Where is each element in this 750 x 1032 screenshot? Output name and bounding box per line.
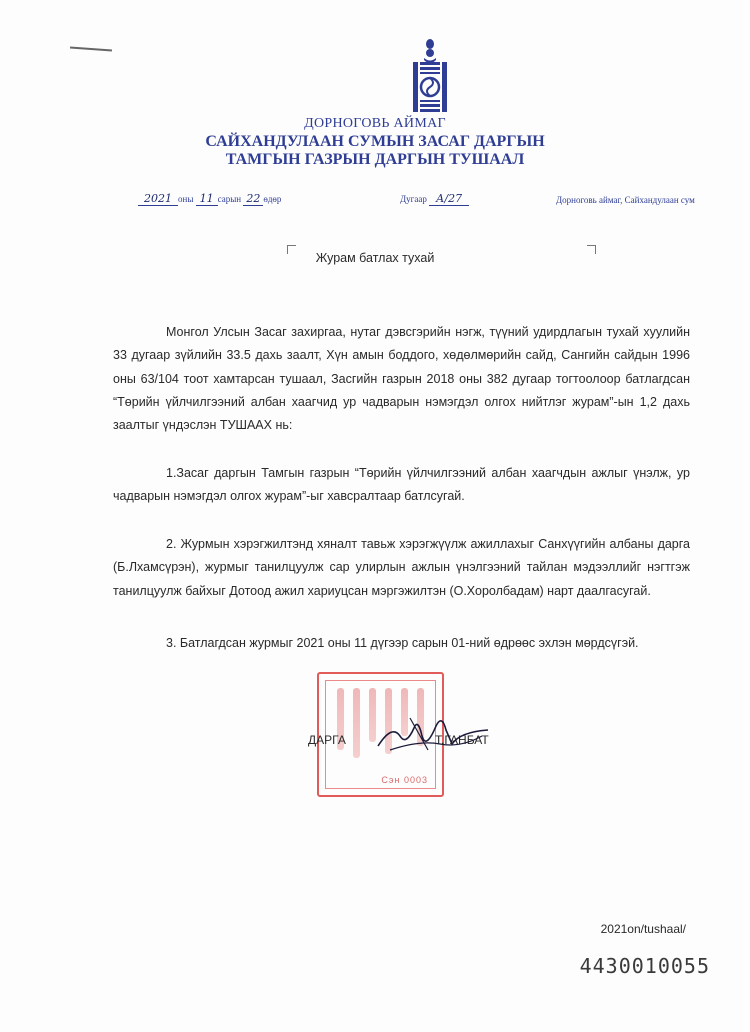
document-code: 2021on/tushaal/ bbox=[600, 922, 686, 936]
soyombo-emblem-icon bbox=[412, 38, 448, 114]
date-year: 2021 bbox=[138, 192, 178, 206]
body-paragraph-3: 3. Батлагдсан журмыг 2021 оны 11 дүгээр сарын 01-ний өдрөөс эхлэн мөрдсүгэй. bbox=[166, 636, 639, 650]
number-label: Дугаар bbox=[400, 194, 427, 204]
date-field bbox=[138, 192, 281, 206]
body-paragraph-preamble: Монгол Улсын Засаг захиргаа, нутаг дэвсгэрийн нэгж, түүний удирдлагын тухай хуулийн 33 дугаар зүйлийн 33.5 дахь заалт, Хүн амын боддого, хөдөлмөрийн сайд, Сангийн сайдын 1996 оны 63/104 тоот хамтарсан тушаал, Засгийн газрын 2018 оны 382 дугаар тогтоолоор батлагдсан “Төрийн үйлчилгээний албан хаагчид ур чадварын нэмэгдэл олгох нийтлэг журам”-ын 1,2 дахь заалтыг үндэслэн ТУШААХ нь: bbox=[113, 325, 690, 433]
header-aimag: ДОРНОГОВЬ АЙМАГ bbox=[304, 116, 446, 131]
handwritten-signature-icon bbox=[370, 706, 490, 758]
corner-mark bbox=[70, 47, 112, 52]
date-year-suffix: оны bbox=[178, 194, 194, 204]
date-month: 11 bbox=[196, 192, 218, 206]
date-day-suffix: өдөр bbox=[263, 194, 282, 204]
stamp-script-column bbox=[353, 688, 360, 758]
header-office-line2: ТАМГЫН ГАЗРЫН ДАРГЫН ТУШААЛ bbox=[225, 151, 525, 168]
body-paragraph-2: 2. Журмын хэрэгжилтэнд хяналт тавьж хэрэгжүүлж ажиллахыг Санхүүгийн албаны дарга (Б.Лхамсүрэн), журмыг танилцуулж сар улирлын ажлын үнэлгээний тайлан мэдээллийг нэгтгэж танилцуулж байхыг Дотоод ажил хариуцсан мэргэжилтэн (О.Хоролбадам) нарт даалгасугай. bbox=[113, 537, 690, 598]
signatory-name: Т.ГАНБАТ bbox=[435, 733, 489, 747]
date-month-suffix: сарын bbox=[217, 194, 242, 204]
date-day: 22 bbox=[243, 192, 263, 206]
signatory-title: ДАРГА bbox=[308, 733, 346, 747]
registry-number: 4430010055 bbox=[579, 954, 710, 978]
header-office-line1: САЙХАНДУЛААН СУМЫН ЗАСАГ ДАРГЫН bbox=[205, 133, 545, 150]
location-text: Дорноговь аймаг, Сайхандулаан сум bbox=[556, 195, 695, 205]
body-paragraph-1: 1.Засаг даргын Тамгын газрын “Төрийн үйлчилгээний албан хаагчдын ажлыг үнэлж, ур чадварын нэмэгдэл олгох журам”-ыг хавсралтаар батлсугай. bbox=[113, 466, 690, 504]
number-field bbox=[400, 192, 469, 206]
document-title: Журам батлах тухай bbox=[315, 251, 435, 265]
number-value: А/27 bbox=[429, 192, 469, 206]
meta-row bbox=[0, 190, 750, 212]
stamp-number: Сэн 0003 bbox=[381, 775, 428, 785]
